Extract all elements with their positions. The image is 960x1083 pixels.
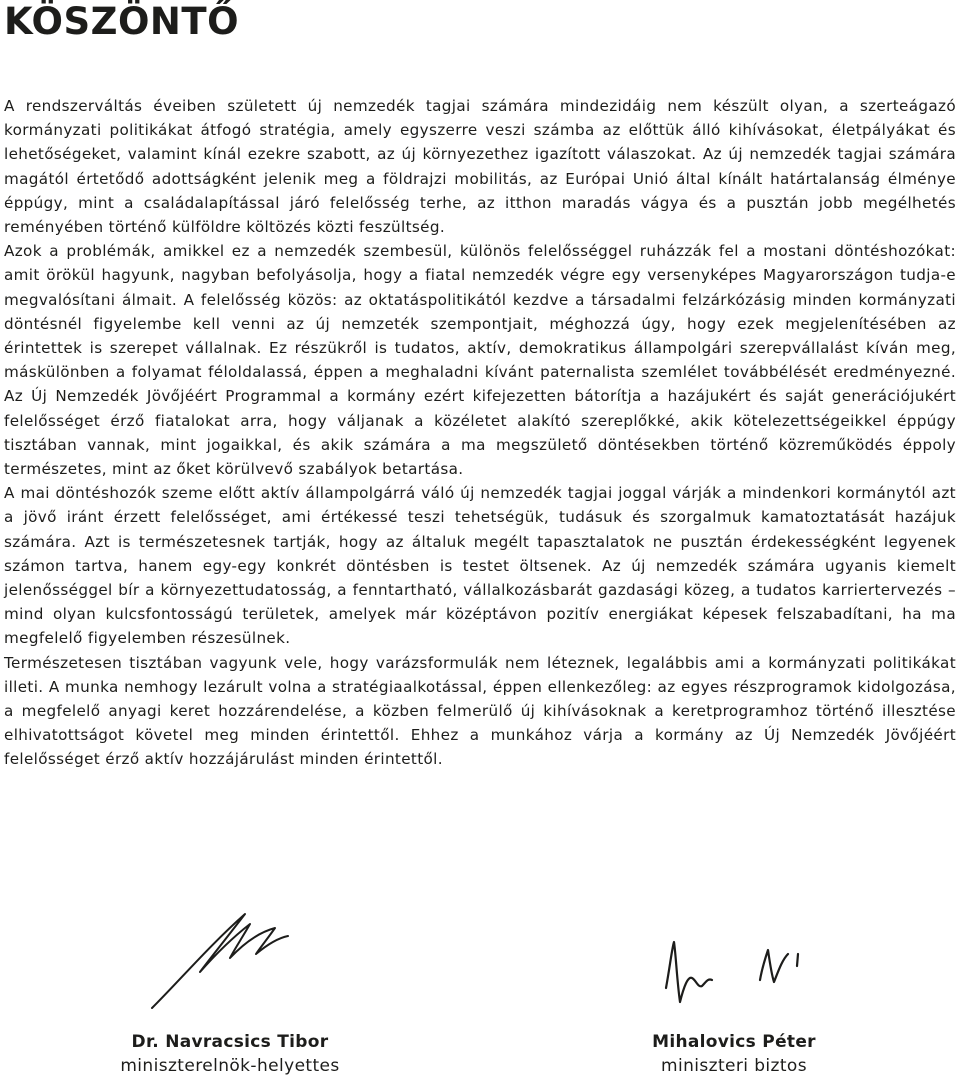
signatory-navracsics (90, 1030, 370, 1079)
signatory-mihalovics (604, 1030, 864, 1079)
page-title: KÖSZÖNTŐ (4, 0, 240, 43)
paragraph-1: A rendszerváltás éveiben született új nemzedék tagjai számára mindezidáig nem készült olyan, a szerteágazó kormányzati politikákat átfogó stratégia, amely egyszerre veszi számba az előttük álló kihívásokat, életpályákat és lehetőségeket, valamint kínál ezekre szabott, az új környezethez igazított válaszokat. Az új nemzedék tagjai számára magától értetődő adottságként jelenik meg a földrajzi mobilitás, az Európai Unió által kínált határtalanság élménye éppúgy, mint a családalapítással járó felelősség terhe, az itthon maradás vágya és a pusztán jobb megélhetés reményében történő külföldre költözés közti feszültség. (4, 97, 956, 237)
signature-navracsics (150, 910, 290, 1010)
signatory-role: miniszterelnök-helyettes (120, 1056, 340, 1076)
paragraph-3: A mai döntéshozók szeme előtt aktív állampolgárrá váló új nemzedék tagjai joggal várják a mindenkori kormánytól azt a jövő iránt érzett felelősséget, ami értékessé teszi tehetségük, tudásuk és szorgalmuk kamatoztatását hazájuk számára. Azt is természetesnek tartják, hogy az általuk megélt tapasztalatok ne pusztán érdekességként legyenek számon tartva, hanem egy-egy konkrét döntésben is testet öltsenek. Az új nemzedék számára ugyanis kiemelt jelenősséggel bír a környezettudatosság, a fenntartható, vállalkozásbarát gazdasági közeg, a tudatos karriertervezés – mind olyan kulcsfontosságú területek, amelyek már középtávon pozitív energiákat képesek felszabadítani, ha ma megfelelő figyelemben részesülnek. (4, 484, 956, 648)
signature-mihalovics (662, 936, 812, 1006)
paragraph-4: Természetesen tisztában vagyunk vele, hogy varázsformulák nem léteznek, legalábbis ami a kormányzati politikákat illeti. A munka nemhogy lezárult volna a stratégiaalkotással, éppen ellenkezőleg: az egyes részprogramok kidolgozása, a megfelelő anyagi keret hozzárendelése, a közben felmerülő új kihívásoknak a keretprogramhoz történő illesztése elhivatottságot követel meg minden érintettől. Ehhez a munkához várja a kormány az Új Nemzedék Jövőjéért felelősséget érző aktív hozzájárulást minden érintettől. (4, 653, 956, 769)
signatory-name: Mihalovics Péter (652, 1032, 816, 1052)
paragraph-2: Azok a problémák, amikkel ez a nemzedék szembesül, különös felelősséggel ruházzák fel a mostani döntéshozókat: amit örökül hagyunk, nagyban befolyásolja, hogy a fiatal nemzedék végre egy versenyképes Magyarországon tudja-e megvalósítani álmait. A felelősség közös: az oktatáspolitikától kezdve a társadalmi felzárkózásig minden kormányzati döntésnél figyelembe kell venni az új nemzeték szempontjait, méghozzá úgy, hogy ezek megjelenítésében az érintettek is szerepet vállalnak. Ez részükről is tudatos, aktív, demokratikus állampolgári szerepvállalást kíván meg, máskülönben a folyamat féloldalassá, éppen a meghaladni kívánt paternalista szemlélet továbbélését eredményezné. Az Új Nemzedék Jövőjéért Programmal a kormány ezért kifejezetten bátorítja a hazájukért és saját generációjukért felelősséget érző fiatalokat arra, hogy váljanak a közéletet alakító szereplőkké, akik kötelezettségeikkel éppúgy tisztában vannak, mint jogaikkal, és akik számára a ma megszülető döntésekben történő közreműködés éppoly természetes, mint az őket körülvevő szabályok betartása. (4, 242, 956, 479)
signatory-name: Dr. Navracsics Tibor (131, 1032, 329, 1052)
signatory-role: miniszteri biztos (661, 1056, 807, 1076)
letter-body (4, 94, 956, 772)
